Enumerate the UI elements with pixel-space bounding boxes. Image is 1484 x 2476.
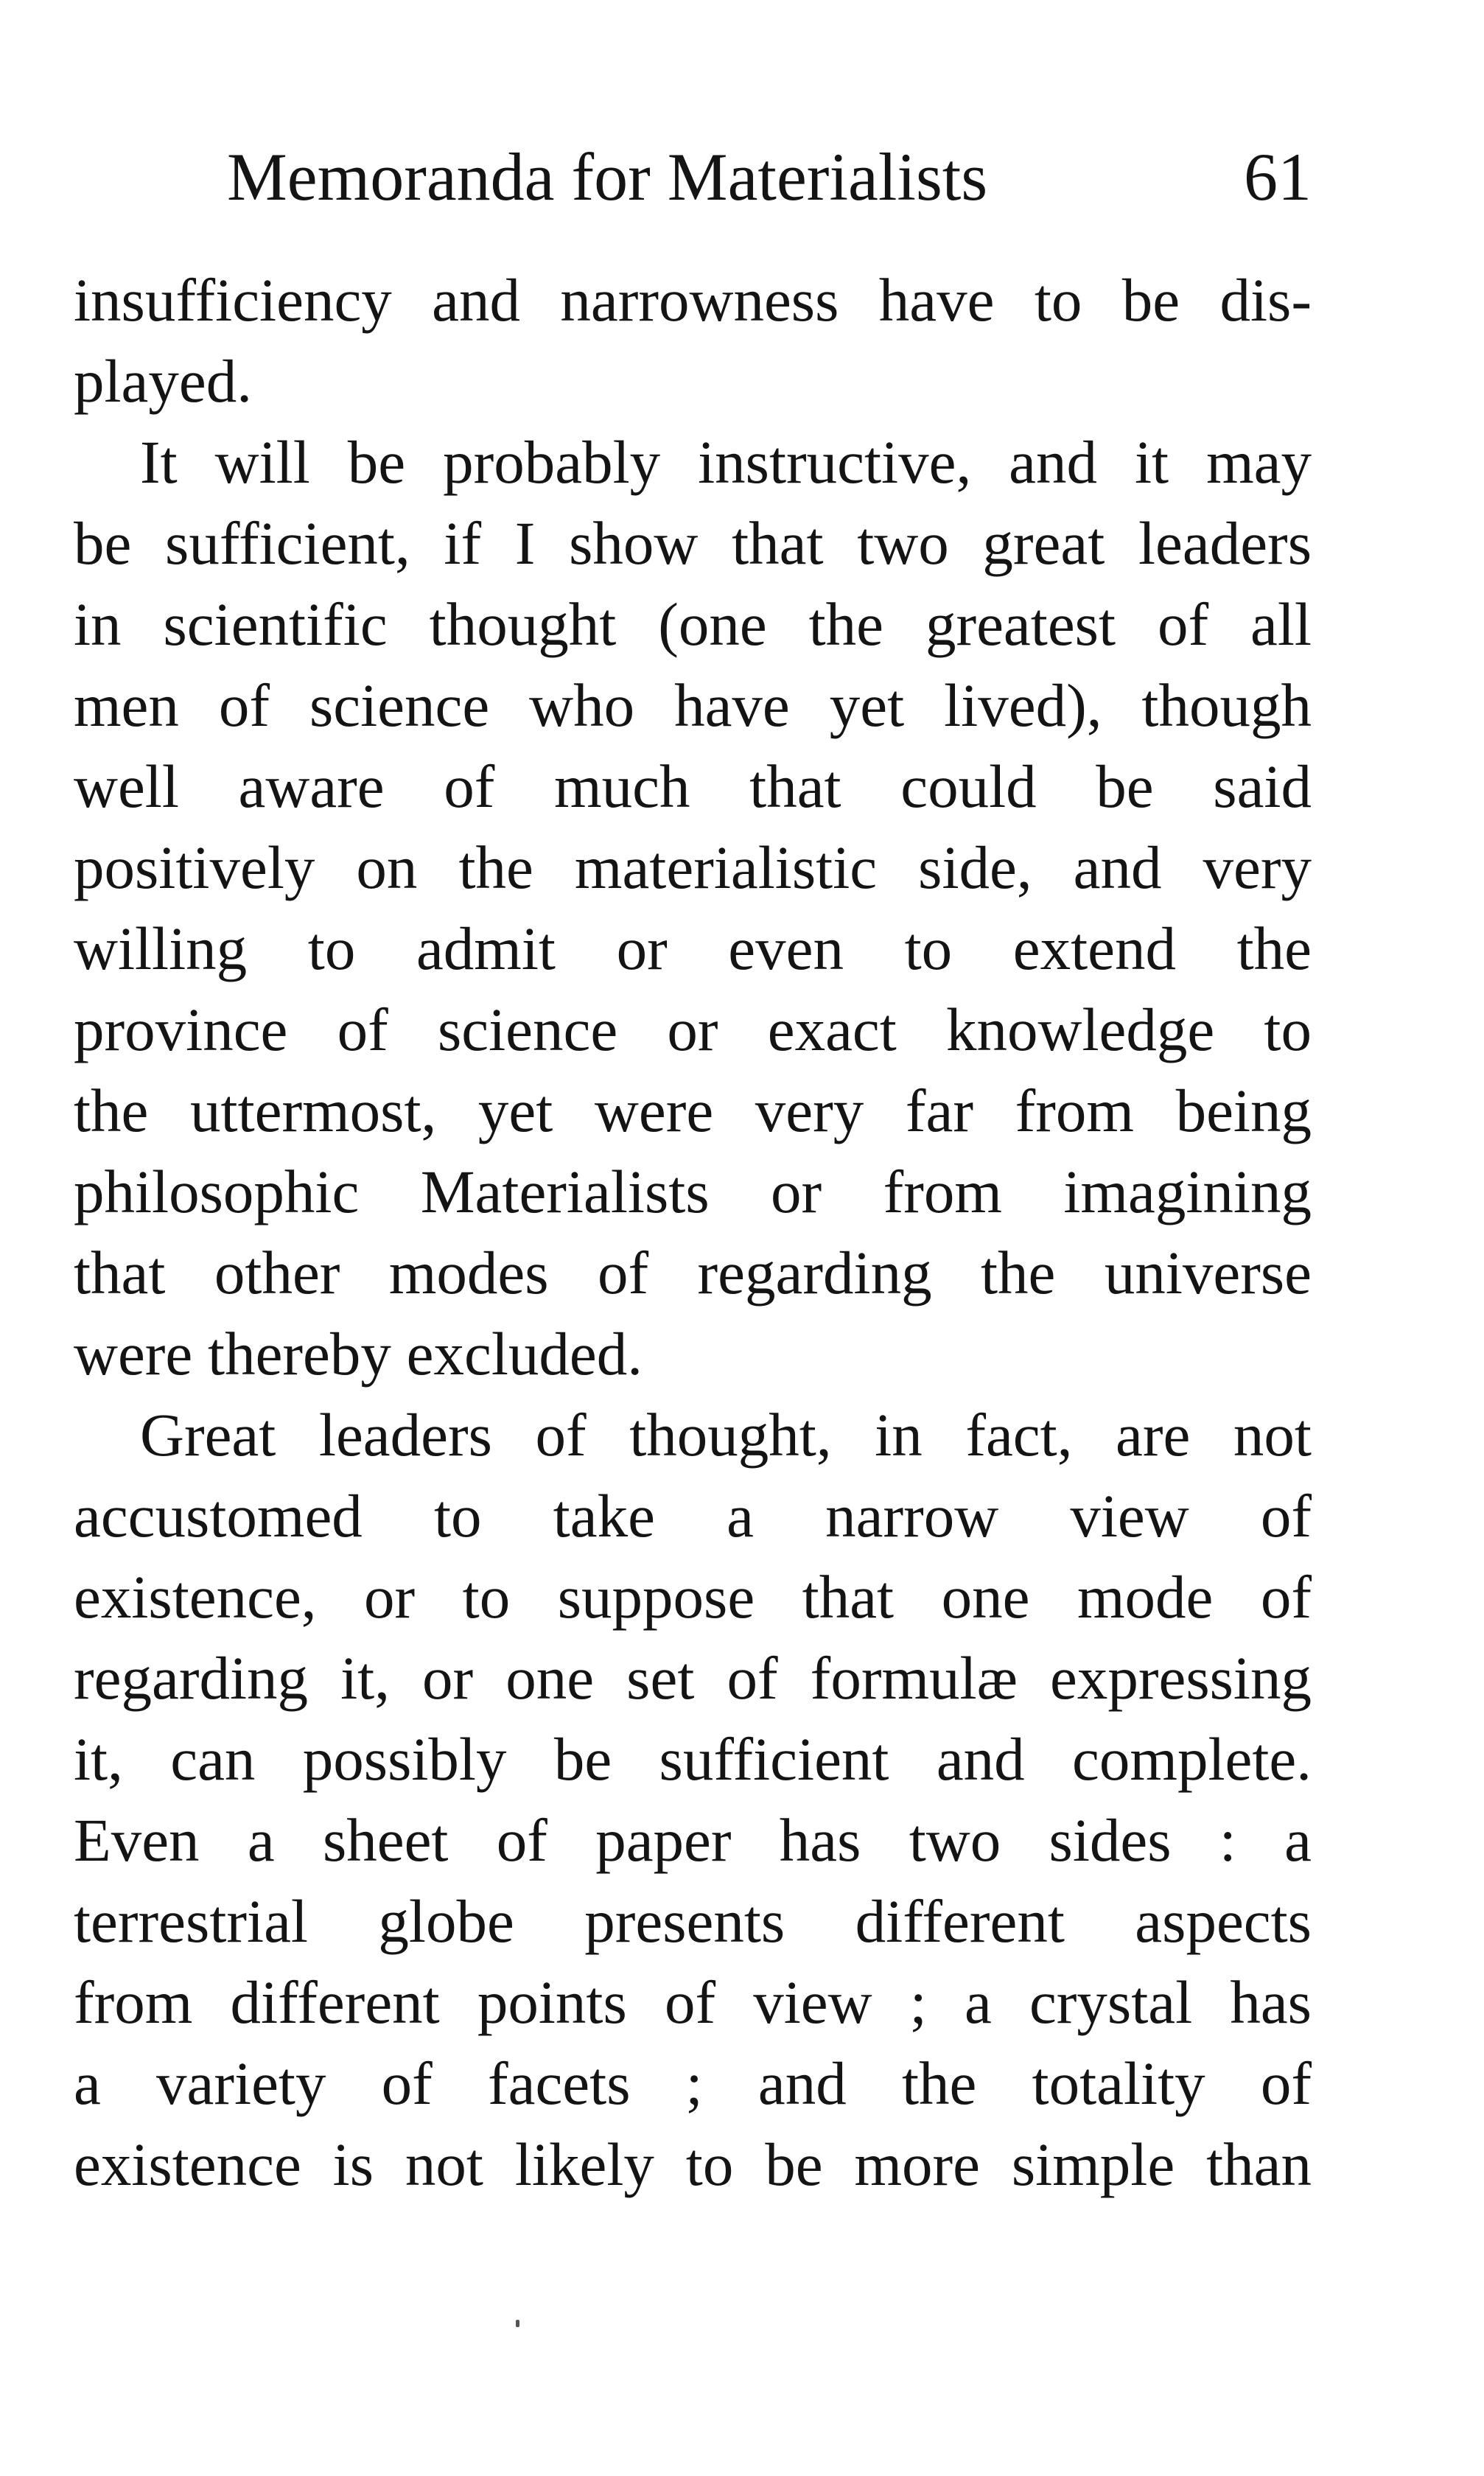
text-line: terrestrial globe presents different aspects [74,1887,1312,1955]
text-line: were thereby excluded. [74,1320,643,1388]
text-line: existence is not likely to be more simple than [74,2130,1312,2198]
body-text [74,259,1312,2205]
text-line: willing to admit or even to extend the [74,914,1312,982]
text-line: existence, or to suppose that one mode of [74,1563,1312,1631]
text-line: from different points of view ; a crystal has [74,1968,1312,2036]
running-title: Memoranda for Materialists [227,139,988,214]
paragraph-first-line: Great leaders of thought, in fact, are not [140,1401,1312,1469]
text-line: the uttermost, yet were very far from being [74,1077,1312,1144]
text-line: accustomed to take a narrow view of [74,1482,1312,1550]
text-line: province of science or exact knowledge to [74,996,1312,1063]
text-line: men of science who have yet lived), though [74,671,1312,739]
text-line: Even a sheet of paper has two sides : a [74,1806,1312,1874]
text-line: a variety of facets ; and the totality of [74,2049,1312,2117]
page-number: 61 [1244,139,1312,214]
text-line: positively on the materialistic side, and very [74,833,1312,901]
text-line: that other modes of regarding the universe [74,1239,1312,1307]
text-line: in scientific thought (one the greatest of all [74,590,1312,658]
text-line: well aware of much that could be said [74,752,1312,820]
running-head [74,125,1312,228]
text-line: insufficiency and narrowness have to be dis- [74,266,1312,334]
paragraph-first-line: It will be probably instructive, and it may [140,428,1312,496]
text-line: regarding it, or one set of formulæ expressing [74,1644,1312,1712]
text-line: philosophic Materialists or from imagining [74,1158,1312,1225]
text-line: played. [74,347,252,415]
text-line: it, can possibly be sufficient and complete. [74,1725,1312,1793]
text-line: be sufficient, if I show that two great leaders [74,509,1312,577]
ink-speck [516,2320,519,2327]
